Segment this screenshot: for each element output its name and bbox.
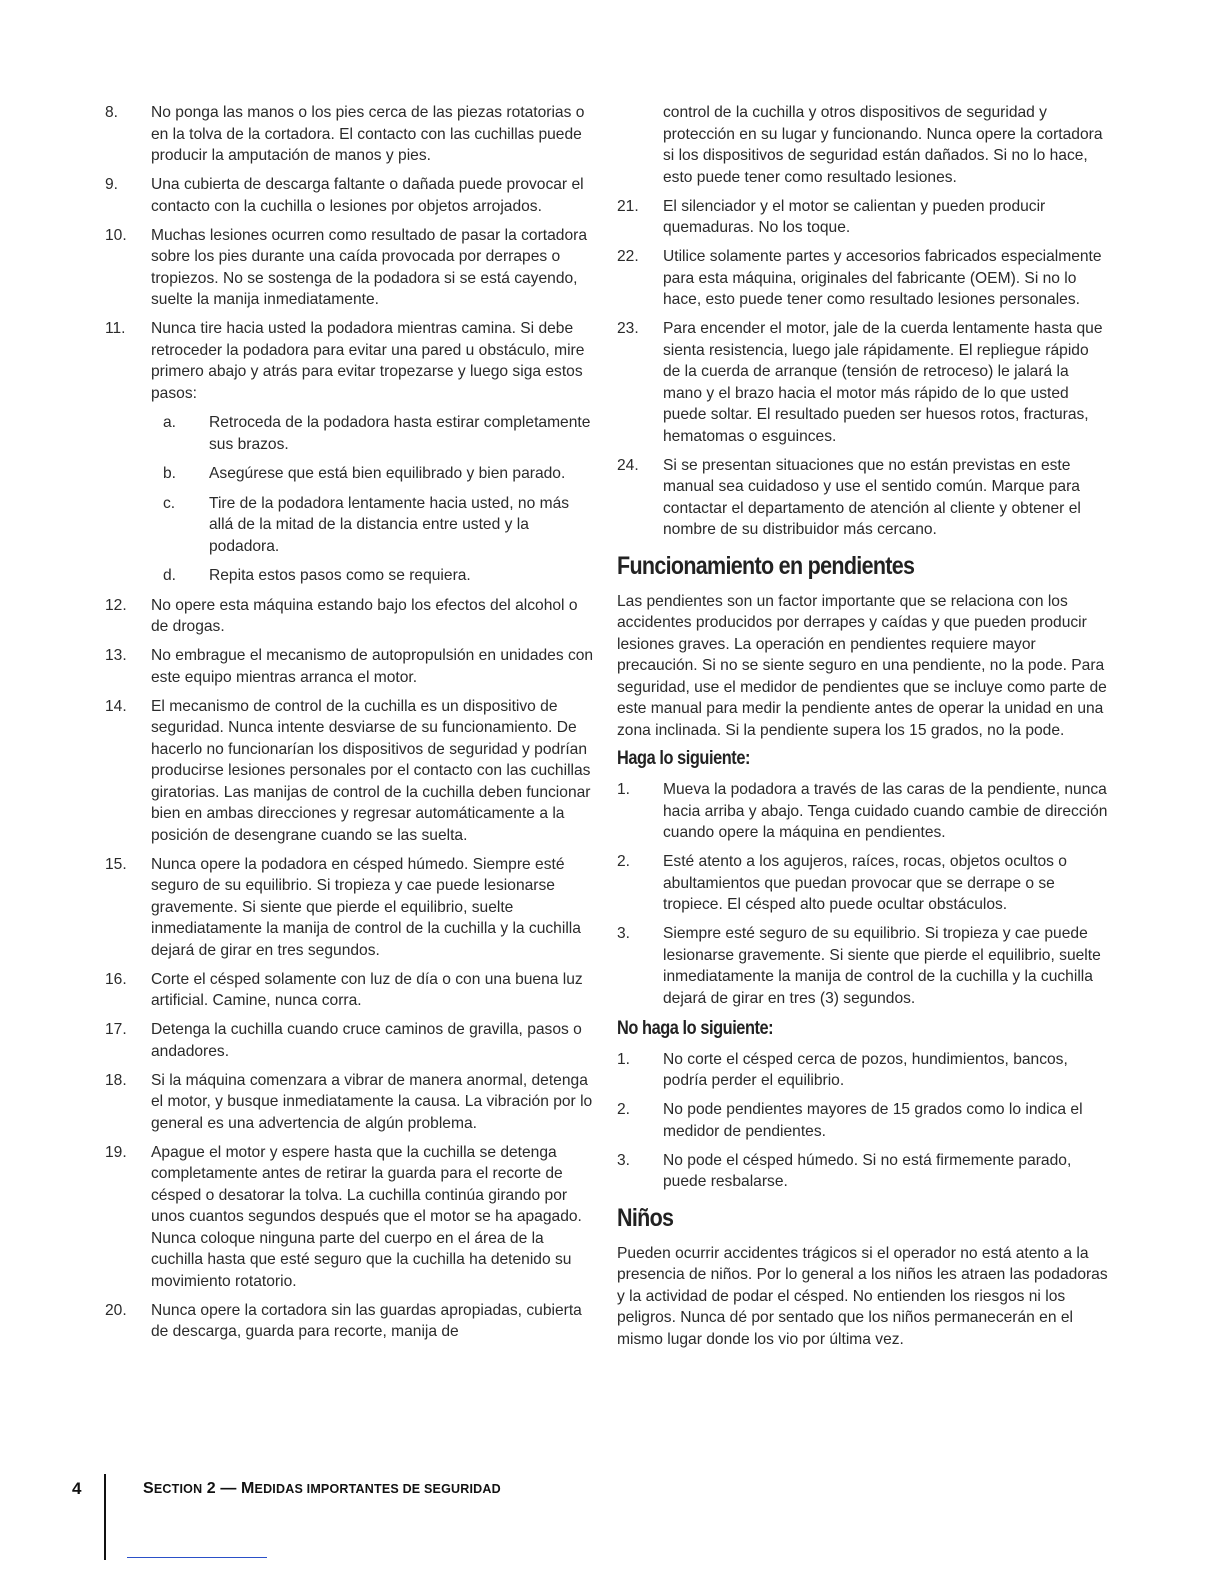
item-text: No pode el césped húmedo. Si no está firmemente parado, puede resbalarse. bbox=[663, 1151, 1072, 1190]
subheading-dont: No haga lo siguiente: bbox=[617, 1017, 774, 1039]
item-number: 10. bbox=[105, 226, 127, 244]
item-text: No pode pendientes mayores de 15 grados como lo indica el medidor de pendientes. bbox=[663, 1101, 1083, 1140]
sub-item-letter: a. bbox=[163, 414, 177, 431]
sub-list bbox=[105, 412, 597, 587]
list-item bbox=[617, 1150, 1109, 1193]
list-item bbox=[105, 1019, 597, 1062]
item-number: 18. bbox=[105, 1071, 127, 1089]
list-item bbox=[105, 1300, 597, 1343]
item-number: 13. bbox=[105, 647, 127, 664]
sub-item-text: Repita estos pasos como se requiera. bbox=[209, 567, 471, 584]
list-item bbox=[105, 696, 597, 847]
slopes-intro-paragraph: Las pendientes son un factor importante que se relaciona con los accidentes producidos por derrapes y caídas y que pueden producir lesiones graves. La operación en pendientes requiere mayor precaución. Si no se siente seguro en una pendiente, no la pode. Para seguridad, use el medidor de pendientes que se incluye como parte de este manual para medir la pendiente antes de operar la unidad en una zona inclinada. Si la pendiente supera los 15 grados, no la pode. bbox=[617, 592, 1107, 739]
footer-section-number: 2 — bbox=[206, 1480, 237, 1497]
item-number: 2. bbox=[617, 853, 631, 870]
list-item bbox=[617, 1099, 1109, 1142]
item-number: 3. bbox=[617, 925, 631, 942]
item-text: Si se presentan situaciones que no están previstas en este manual sea cuidadoso y use el sentido común. Marque para contactar el departamento de atención al cliente y obtener el nombre de su distribuidor más cercano. bbox=[663, 456, 1081, 538]
item-text: Para encender el motor, jale de la cuerda lentamente hasta que sienta resistencia, luego jale rápidamente. El repliegue rápido de la cuerda de arranque (tensión de retroceso) le jalará la mano y el brazo hacia el motor más rápido de lo que usted puede soltar. El resultado pueden ser huesos rotos, fracturas, hematomas o esguinces. bbox=[663, 320, 1103, 445]
item-text: Utilice solamente partes y accesorios fabricados especialmente para esta máquina, originales del fabricante (OEM). Si no lo hace, esto puede tener como resultado lesiones personales. bbox=[663, 248, 1102, 308]
sub-list-item bbox=[163, 412, 597, 455]
item-number: 15. bbox=[105, 855, 127, 873]
item-text: Esté atento a los agujeros, raíces, rocas, objetos ocultos o abultamientos que puedan provocar que se derrape o se tropiece. El césped alto puede ocultar obstáculos. bbox=[663, 853, 1067, 913]
item-text: control de la cuchilla y otros dispositivos de seguridad y protección en su lugar y funcionando. Nunca opere la cortadora si los dispositivos de seguridad están dañados. Si no lo hace, esto puede tener como resultado lesiones. bbox=[663, 104, 1103, 186]
list-item bbox=[105, 854, 597, 962]
list-item bbox=[105, 1142, 597, 1293]
item-text: Muchas lesiones ocurren como resultado de pasar la cortadora sobre los pies durante una caída provocada por derrapes o tropiezos. No se sostenga de la podadora si se está cayendo, suelte la manija inmediatamente. bbox=[151, 226, 587, 308]
item-text: Nunca opere la cortadora sin las guardas apropiadas, cubierta de descarga, guarda para recorte, manija de bbox=[151, 1301, 582, 1340]
item-number: 21. bbox=[617, 197, 639, 215]
list-item bbox=[617, 196, 1109, 239]
item-text: Siempre esté seguro de su equilibrio. Si tropieza y cae puede lesionarse gravemente. Si siente que pierde el equilibrio, suelte inmediatamente la manija de control de la cuchilla y la cuchilla dejará de girar en tres (3) segundos. bbox=[663, 925, 1101, 1007]
right-column bbox=[617, 102, 1109, 1354]
footer-section-title bbox=[143, 1480, 501, 1498]
item-number: 9. bbox=[105, 176, 119, 193]
item-number: 22. bbox=[617, 248, 639, 265]
footer-divider bbox=[104, 1474, 106, 1560]
item-text: Una cubierta de descarga faltante o dañada puede provocar el contacto con la cuchilla o lesiones por objetos arrojados. bbox=[151, 176, 584, 215]
sub-list-item bbox=[163, 493, 597, 558]
list-item bbox=[105, 1070, 597, 1135]
footer-link-underline bbox=[127, 1557, 267, 1558]
sub-item-text: Retroceda de la podadora hasta estirar completamente sus brazos. bbox=[209, 414, 591, 453]
item-text: Si la máquina comenzara a vibrar de manera anormal, detenga el motor, y busque inmediatamente la causa. La vibración por lo general es una advertencia de algún problema. bbox=[151, 1071, 593, 1132]
item-text: El silenciador y el motor se calientan y pueden producir quemaduras. No los toque. bbox=[663, 197, 1046, 236]
list-item bbox=[105, 318, 597, 587]
sub-list-item bbox=[163, 565, 597, 587]
list-item bbox=[617, 923, 1109, 1009]
item-number: 11. bbox=[105, 320, 126, 337]
item-number: 1. bbox=[617, 781, 631, 798]
item-text: No embrague el mecanismo de autopropulsión en unidades con este equipo mientras arranca el motor. bbox=[151, 647, 594, 686]
list-item bbox=[105, 225, 597, 311]
item-text: Nunca opere la podadora en césped húmedo. Siempre esté seguro de su equilibrio. Si tropieza y cae puede lesionarse gravemente. Si siente que pierde el equilibrio, suelte inmediatamente la manija de control de la cuchilla y la cuchilla dejará de girar en tres segundos. bbox=[151, 855, 581, 959]
list-item bbox=[105, 645, 597, 688]
list-item bbox=[105, 595, 597, 638]
item-number: 24. bbox=[617, 456, 639, 474]
list-item bbox=[105, 174, 597, 217]
section-heading-slopes: Funcionamiento en pendientes bbox=[617, 551, 915, 580]
item-number: 19. bbox=[105, 1143, 127, 1161]
sub-item-text: Tire de la podadora lentamente hacia usted, no más allá de la mitad de la distancia entre usted y la podadora. bbox=[209, 494, 570, 555]
item-number: 16. bbox=[105, 970, 127, 988]
item-number: 14. bbox=[105, 697, 127, 715]
item-text: Nunca tire hacia usted la podadora mientras camina. Si debe retroceder la podadora para evitar una pared u obstáculo, mire primero abajo y atrás para evitar tropezarse y luego siga estos pasos: bbox=[151, 320, 585, 402]
item-number: 2. bbox=[617, 1101, 631, 1118]
sub-item-text: Asegúrese que está bien equilibrado y bien parado. bbox=[209, 465, 566, 482]
item-number: 12. bbox=[105, 596, 127, 614]
footer-cap-m: M bbox=[241, 1480, 255, 1497]
item-number: 1. bbox=[617, 1050, 631, 1068]
item-number: 17. bbox=[105, 1021, 127, 1038]
list-item bbox=[617, 1049, 1109, 1092]
item-number: 20. bbox=[105, 1301, 127, 1319]
item-number: 23. bbox=[617, 320, 639, 337]
item-text: Corte el césped solamente con luz de día o con una buena luz artificial. Camine, nunca corra. bbox=[151, 970, 583, 1009]
item-text: Mueva la podadora a través de las caras de la pendiente, nunca hacia arriba y abajo. Tenga cuidado cuando cambie de dirección cuando opere la máquina en pendientes. bbox=[663, 781, 1108, 841]
page-number: 4 bbox=[72, 1479, 82, 1498]
item-text: Detenga la cuchilla cuando cruce caminos de gravilla, pasos o andadores. bbox=[151, 1021, 582, 1060]
list-item bbox=[617, 455, 1109, 541]
list-item-continuation bbox=[617, 102, 1109, 188]
item-text: Apague el motor y espere hasta que la cuchilla se detenga completamente antes de retirar la guarda para el recorte de césped o desatorar la tolva. La cuchilla continúa girando por unos cuantos segundos después que el motor se ha apagado. Nunca coloque ninguna parte del cuerpo en el área de la cuchilla hasta que esté seguro que la cuchilla ha detenido su movimiento rotatorio. bbox=[151, 1143, 582, 1290]
left-column bbox=[105, 102, 597, 1350]
sub-item-letter: c. bbox=[163, 494, 176, 512]
footer-section-word: ECTION bbox=[153, 1482, 203, 1496]
subheading-do: Haga lo siguiente: bbox=[617, 748, 750, 769]
list-item bbox=[105, 102, 597, 167]
item-text: No ponga las manos o los pies cerca de las piezas rotatorias o en la tolva de la cortadora. El contacto con las cuchillas puede producir la amputación de manos y pies. bbox=[151, 104, 585, 164]
footer-title-rest: EDIDAS IMPORTANTES DE SEGURIDAD bbox=[254, 1482, 501, 1496]
item-text: El mecanismo de control de la cuchilla es un dispositivo de seguridad. Nunca intente desviarse de su funcionamiento. De hacerlo no funcionarían los dispositivos de seguridad y podrían producirse lesiones personales por el contacto con las cuchillas giratorias. Las manijas de control de la cuchilla deben funcionar bien en ambas direcciones y regresar automáticamente a la posición de desengrane cuando se las suelta. bbox=[151, 697, 591, 844]
item-text: No opere esta máquina estando bajo los efectos del alcohol o de drogas. bbox=[151, 596, 578, 635]
list-item bbox=[617, 779, 1109, 844]
item-text: No corte el césped cerca de pozos, hundimientos, bancos, podría perder el equilibrio. bbox=[663, 1050, 1068, 1089]
item-number: 3. bbox=[617, 1151, 631, 1169]
list-item bbox=[105, 969, 597, 1012]
sub-list-item bbox=[163, 463, 597, 485]
item-number: 8. bbox=[105, 104, 119, 121]
list-item bbox=[617, 318, 1109, 447]
section-heading-children: Niños bbox=[617, 1203, 674, 1232]
children-paragraph: Pueden ocurrir accidentes trágicos si el operador no está atento a la presencia de niños. Por lo general a los niños les atraen las podadoras y la actividad de podar el césped. No entienden los riesgos ni los peligros. Nunca dé por sentado que los niños permanecerán en el mismo lugar donde los vio por última vez. bbox=[617, 1244, 1108, 1348]
sub-item-letter: b. bbox=[163, 465, 177, 482]
sub-item-letter: d. bbox=[163, 567, 177, 584]
list-item bbox=[617, 246, 1109, 311]
footer-cap-s: S bbox=[143, 1480, 154, 1497]
list-item bbox=[617, 851, 1109, 916]
